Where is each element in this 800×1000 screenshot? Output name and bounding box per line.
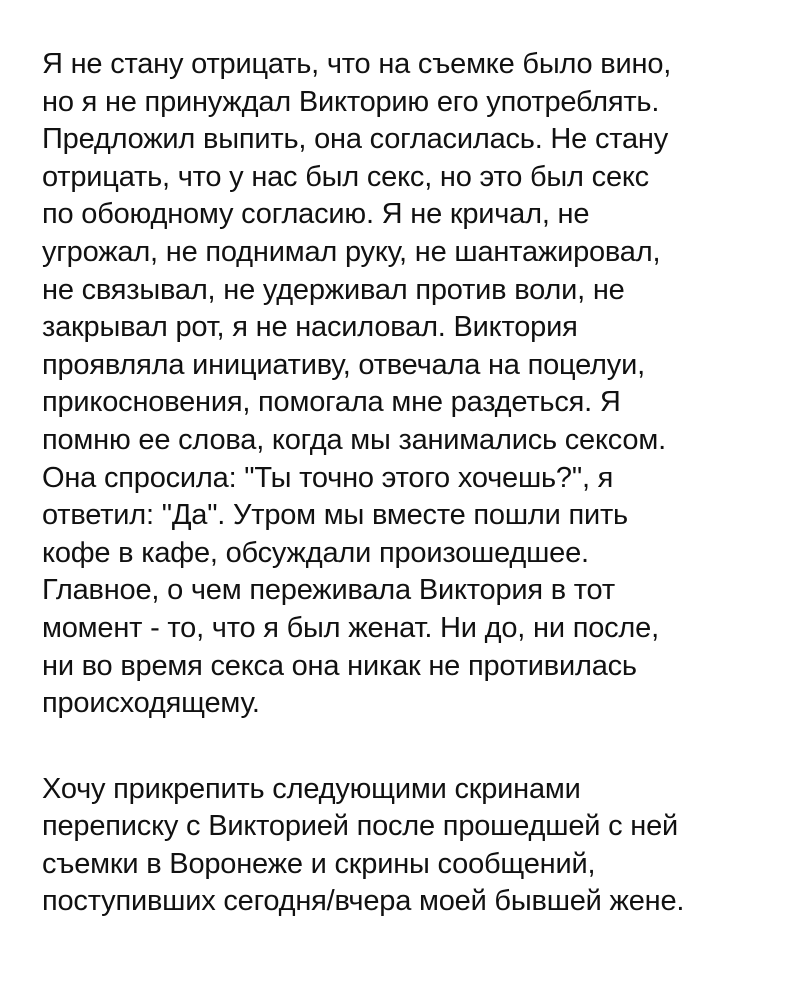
text-line: отрицать, что у нас был секс, но это был секс <box>42 160 649 193</box>
text-line: прикосновения, помогала мне раздеться. Я <box>42 386 621 419</box>
text-line: ответил: "Да". Утром мы вместе пошли пить <box>42 499 628 532</box>
text-line: съемки в Воронеже и скрины сообщений, <box>42 847 596 880</box>
text-line: по обоюдному согласию. Я не кричал, не <box>42 198 590 231</box>
text-line: проявляла инициативу, отвечала на поцелуи, <box>42 348 645 381</box>
paragraph-2 <box>42 771 780 921</box>
text-line: переписку с Викторией после прошедшей с ней <box>42 810 678 843</box>
text-line: момент - то, что я был женат. Ни до, ни после, <box>42 611 659 644</box>
text-line: не связывал, не удерживал против воли, не <box>42 273 625 306</box>
text-line: помню ее слова, когда мы занимались сексом. <box>42 423 666 456</box>
paragraph-spacer <box>42 723 780 771</box>
text-line: Главное, о чем переживала Виктория в тот <box>42 574 615 607</box>
paragraph-1 <box>42 46 780 723</box>
text-line: угрожал, не поднимал руку, не шантажировал, <box>42 235 661 268</box>
text-line: кофе в кафе, обсуждали произошедшее. <box>42 536 589 569</box>
text-line: Хочу прикрепить следующими скринами <box>42 772 581 805</box>
text-line: но я не принуждал Викторию его употреблять. <box>42 85 660 118</box>
text-line: ни во время секса она никак не противилась <box>42 649 637 682</box>
text-line: закрывал рот, я не насиловал. Виктория <box>42 311 578 344</box>
text-line: поступивших сегодня/вчера моей бывшей жене. <box>42 885 685 918</box>
text-line: Я не стану отрицать, что на съемке было вино, <box>42 48 672 80</box>
text-line: Она спросила: "Ты точно этого хочешь?", я <box>42 461 614 494</box>
text-line: Предложил выпить, она согласилась. Не стану <box>42 123 669 156</box>
text-line: происходящему. <box>42 687 260 720</box>
